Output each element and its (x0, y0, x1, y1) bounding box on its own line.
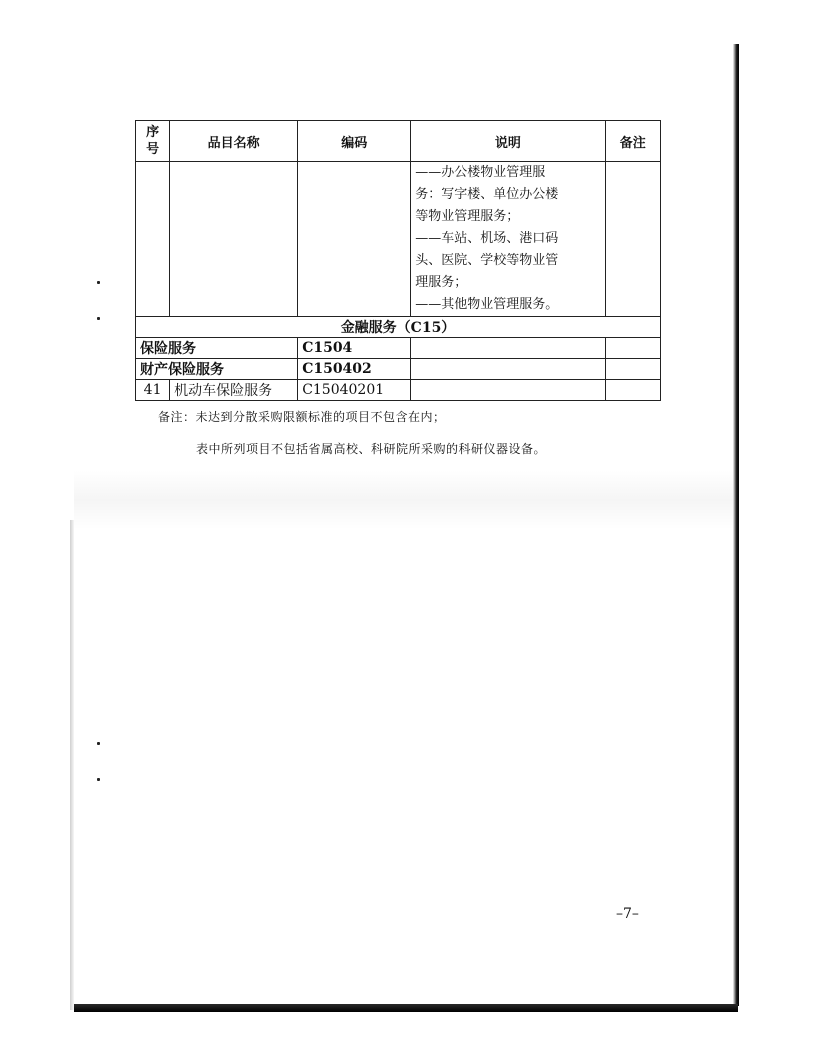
section-row (136, 317, 661, 338)
table-row (136, 338, 661, 359)
cell-name: 财产保险服务 (136, 359, 298, 380)
cell-code: C15040201 (298, 380, 411, 401)
cell-note (605, 338, 661, 359)
cell-code (298, 162, 411, 317)
scan-edge-left (70, 520, 74, 1010)
margin-mark (97, 778, 100, 781)
table-header-row (136, 121, 661, 162)
cell-note (605, 359, 661, 380)
margin-mark (97, 742, 100, 745)
margin-mark (97, 281, 100, 284)
cell-name: 机动车保险服务 (170, 380, 298, 401)
desc-line: 头、医院、学校等物业管 (415, 253, 559, 268)
margin-mark (97, 317, 100, 320)
procurement-catalog-table (135, 120, 661, 401)
footnote-line-2: 表中所列项目不包括省属高校、科研院所采购的科研仪器设备。 (196, 442, 547, 456)
cell-desc (411, 359, 605, 380)
header-seq: 序号 (136, 121, 170, 162)
header-name: 品目名称 (170, 121, 298, 162)
cell-note (605, 162, 661, 317)
desc-line: ——办公楼物业管理服 (415, 165, 546, 180)
header-desc: 说明 (411, 121, 605, 162)
cell-note (605, 380, 661, 401)
cell-seq: 41 (136, 380, 170, 401)
cell-name (170, 162, 298, 317)
scan-edge-right (733, 44, 739, 1006)
desc-line: ——车站、机场、港口码 (415, 231, 559, 246)
scan-edge-bottom (74, 1004, 738, 1012)
table-row-continued (136, 162, 661, 317)
desc-line: ——其他物业管理服务。 (415, 297, 559, 312)
desc-line: 务：写字楼、单位办公楼 (415, 187, 559, 202)
desc-line: 理服务； (415, 275, 468, 290)
table-row (136, 359, 661, 380)
section-title: 金融服务（C15） (136, 317, 661, 338)
cell-desc (411, 338, 605, 359)
desc-line: 等物业管理服务； (415, 209, 520, 224)
scan-shadow-band (74, 470, 734, 530)
cell-code: C1504 (298, 338, 411, 359)
page-number: –7– (616, 906, 639, 922)
cell-code: C150402 (298, 359, 411, 380)
cell-desc (411, 162, 605, 317)
cell-name: 保险服务 (136, 338, 298, 359)
cell-seq (136, 162, 170, 317)
header-note: 备注 (605, 121, 661, 162)
footnote-line-1: 备注：未达到分散采购限额标准的项目不包含在内； (158, 410, 446, 424)
cell-desc (411, 380, 605, 401)
table-row (136, 380, 661, 401)
header-code: 编码 (298, 121, 411, 162)
